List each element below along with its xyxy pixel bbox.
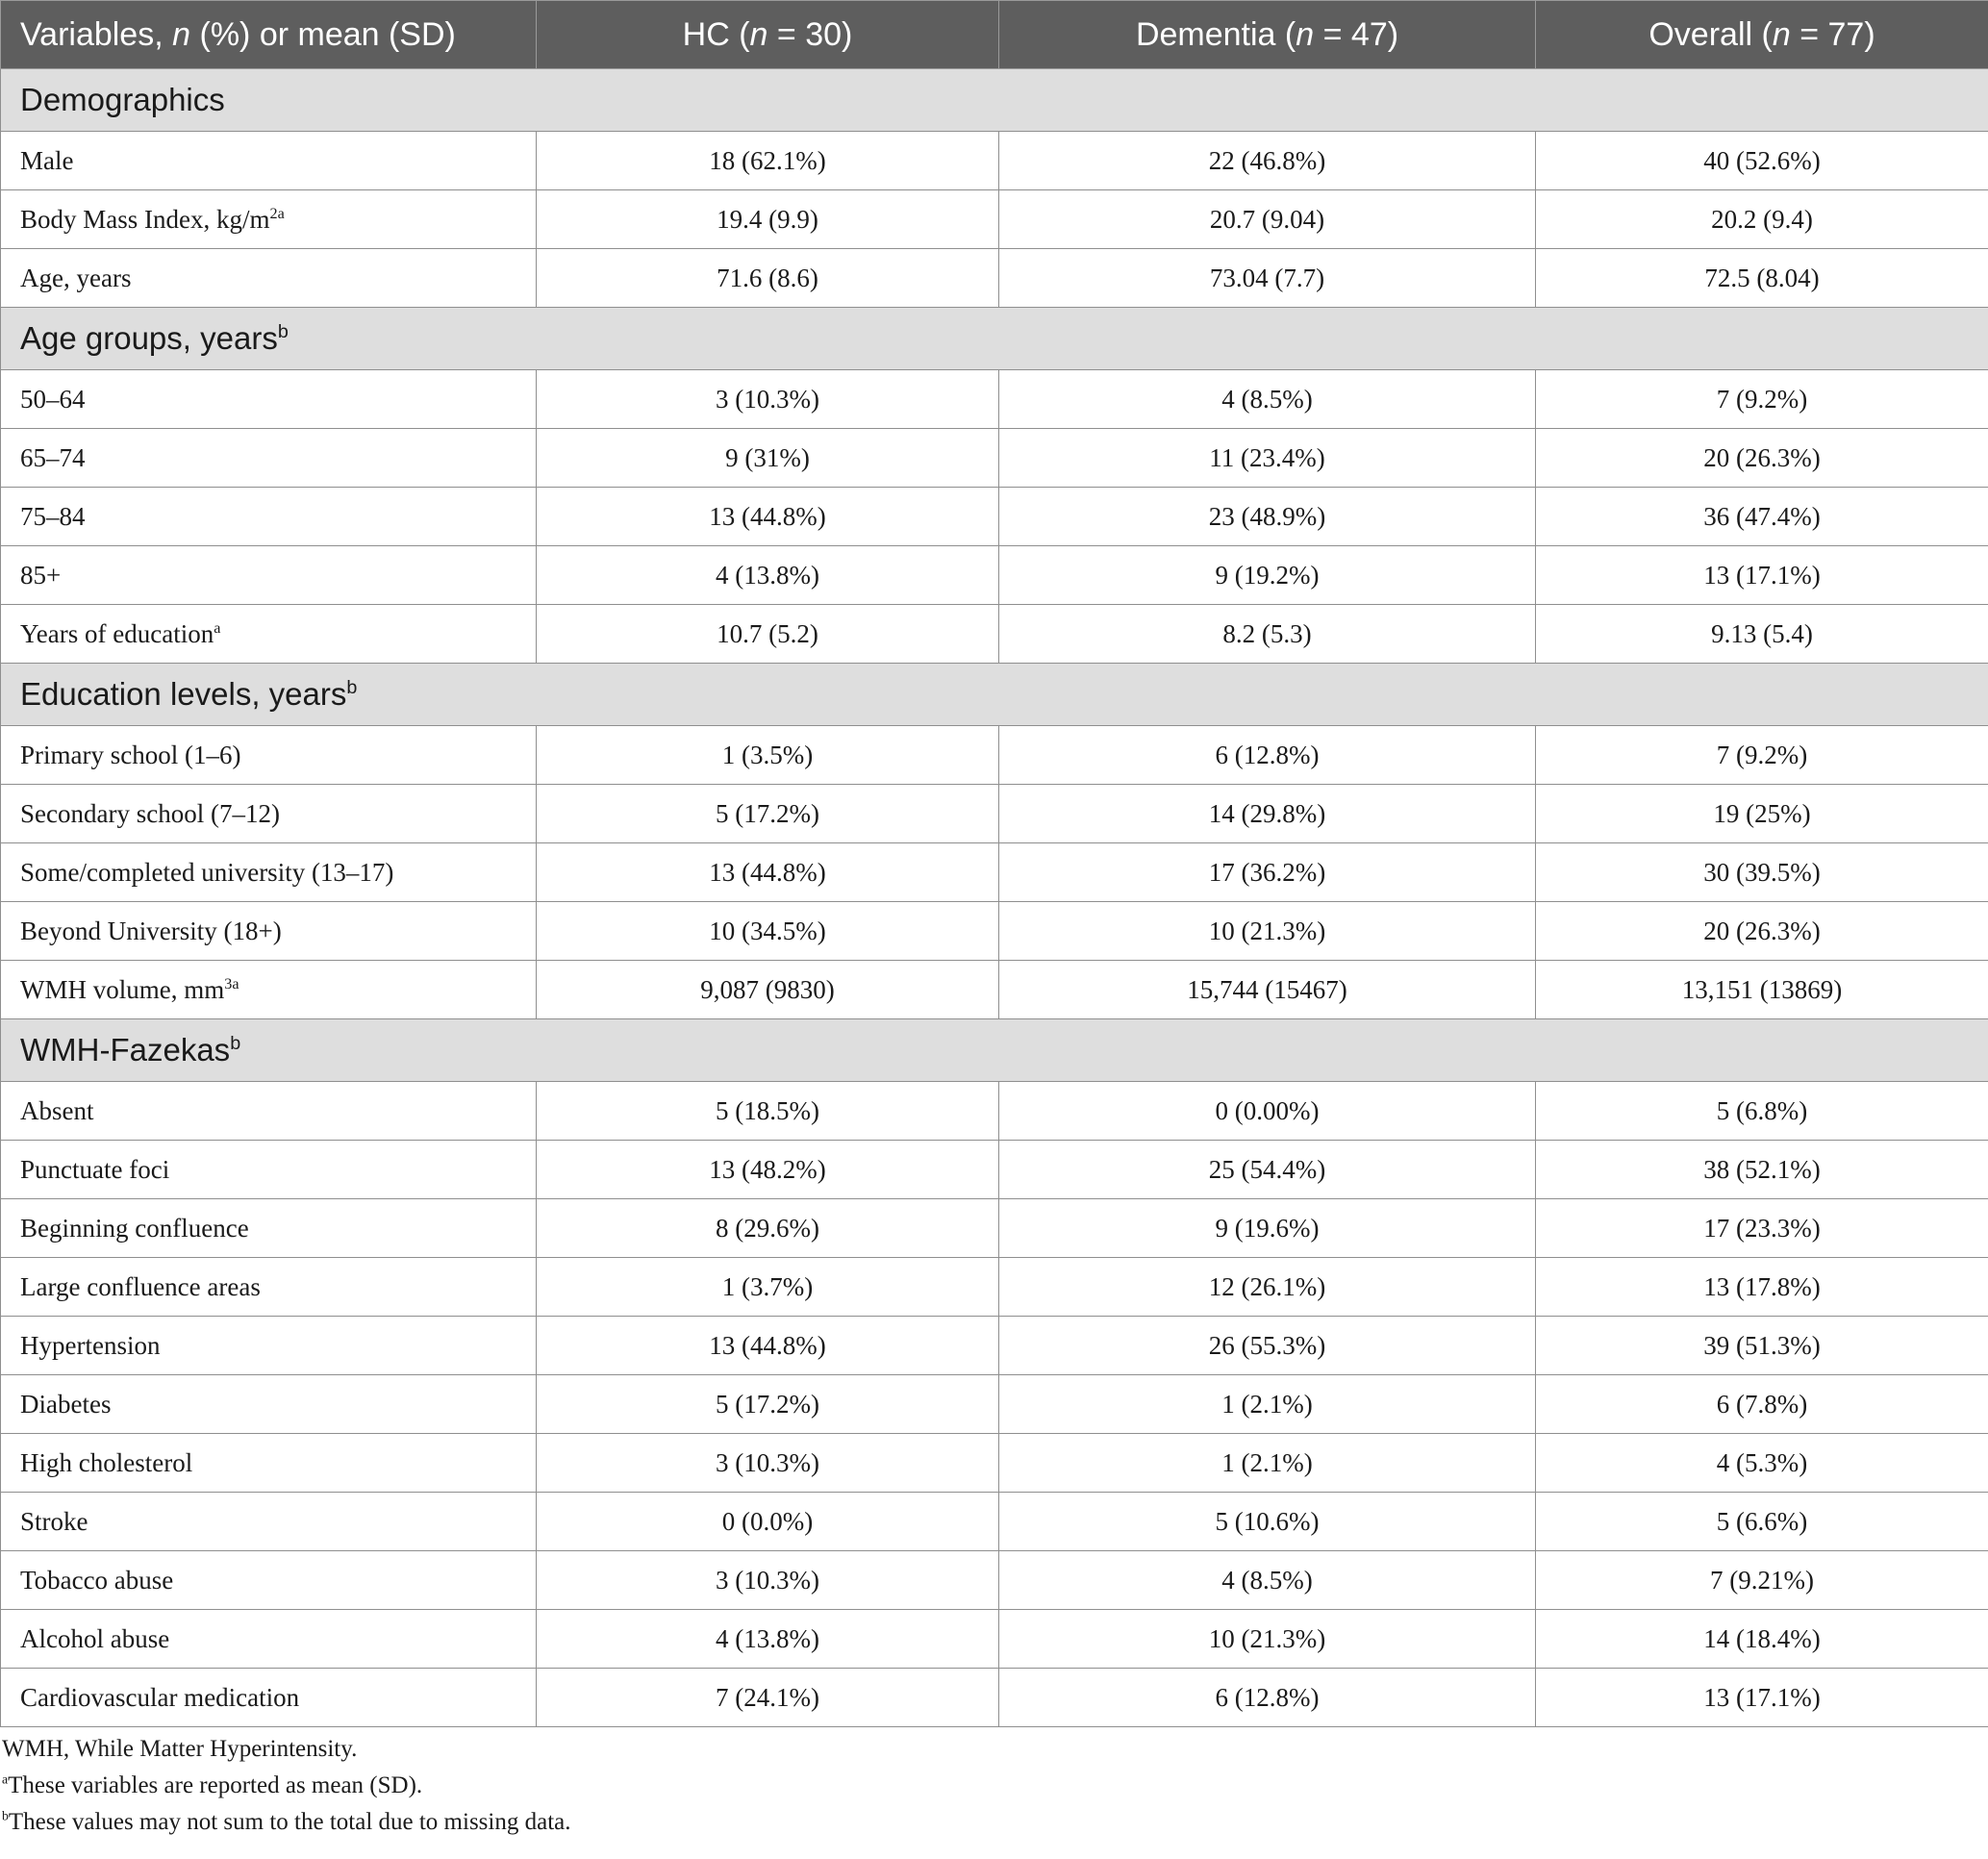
cell-dementia: 12 (26.1%)	[999, 1258, 1536, 1317]
footnote	[2, 1731, 1988, 1768]
header-hc-suffix: = 30)	[768, 15, 853, 53]
row-label	[1, 132, 537, 190]
cell-hc: 8 (29.6%)	[537, 1199, 999, 1258]
cell-dementia: 20.7 (9.04)	[999, 190, 1536, 249]
table-row	[1, 488, 1988, 546]
footnote	[2, 1804, 1988, 1841]
cell-dementia: 1 (2.1%)	[999, 1434, 1536, 1493]
table-row	[1, 1551, 1988, 1610]
cell-hc: 5 (17.2%)	[537, 785, 999, 843]
table-row	[1, 1669, 1988, 1727]
cell-overall: 9.13 (5.4)	[1536, 605, 1988, 664]
table-row	[1, 190, 1988, 249]
header-hc-text: HC (	[682, 15, 750, 53]
cell-hc: 13 (44.8%)	[537, 1317, 999, 1375]
row-label-text: 75–84	[20, 501, 86, 531]
cell-overall: 19 (25%)	[1536, 785, 1988, 843]
section-title	[1, 664, 1988, 726]
cell-dementia: 9 (19.2%)	[999, 546, 1536, 605]
row-label	[1, 429, 537, 488]
table-row	[1, 1141, 1988, 1199]
row-label	[1, 370, 537, 429]
table-row	[1, 726, 1988, 785]
cell-dementia: 11 (23.4%)	[999, 429, 1536, 488]
cell-dementia: 15,744 (15467)	[999, 961, 1536, 1019]
cell-dementia: 26 (55.3%)	[999, 1317, 1536, 1375]
row-label-text: 50–64	[20, 384, 86, 414]
row-label	[1, 843, 537, 902]
cell-overall: 36 (47.4%)	[1536, 488, 1988, 546]
cell-overall: 39 (51.3%)	[1536, 1317, 1988, 1375]
row-label-superscript: a	[214, 618, 221, 637]
row-label-text: Cardiovascular medication	[20, 1682, 300, 1712]
cell-dementia: 0 (0.00%)	[999, 1082, 1536, 1141]
row-label	[1, 1551, 537, 1610]
cell-overall: 7 (9.21%)	[1536, 1551, 1988, 1610]
row-label	[1, 1082, 537, 1141]
table-row	[1, 1610, 1988, 1669]
row-label-text: Absent	[20, 1095, 94, 1125]
header-variables-n: n	[172, 15, 191, 53]
row-label-text: Beginning confluence	[20, 1213, 249, 1243]
cell-overall: 14 (18.4%)	[1536, 1610, 1988, 1669]
cell-hc: 9 (31%)	[537, 429, 999, 488]
cell-hc: 10.7 (5.2)	[537, 605, 999, 664]
cell-hc: 0 (0.0%)	[537, 1493, 999, 1551]
cell-dementia: 25 (54.4%)	[999, 1141, 1536, 1199]
cell-overall: 38 (52.1%)	[1536, 1141, 1988, 1199]
cell-dementia: 1 (2.1%)	[999, 1375, 1536, 1434]
row-label-text: Secondary school (7–12)	[20, 798, 280, 828]
table-body	[1, 69, 1988, 1727]
row-label-text: 85+	[20, 560, 62, 590]
cell-hc: 5 (17.2%)	[537, 1375, 999, 1434]
cell-hc: 13 (44.8%)	[537, 843, 999, 902]
header-hc-n: n	[749, 15, 768, 53]
row-label-text: Age, years	[20, 263, 132, 292]
table-row	[1, 1434, 1988, 1493]
cell-overall: 13,151 (13869)	[1536, 961, 1988, 1019]
cell-overall: 30 (39.5%)	[1536, 843, 1988, 902]
footnote	[2, 1768, 1988, 1804]
section-title-text: Education levels, years	[20, 676, 347, 712]
row-label-text: WMH volume, mm	[20, 974, 225, 1004]
row-label	[1, 902, 537, 961]
cell-dementia: 23 (48.9%)	[999, 488, 1536, 546]
table-row	[1, 785, 1988, 843]
cell-hc: 7 (24.1%)	[537, 1669, 999, 1727]
cell-overall: 20 (26.3%)	[1536, 902, 1988, 961]
cell-overall: 7 (9.2%)	[1536, 370, 1988, 429]
cell-dementia: 17 (36.2%)	[999, 843, 1536, 902]
cell-overall: 5 (6.6%)	[1536, 1493, 1988, 1551]
row-label-text: Stroke	[20, 1506, 88, 1536]
row-label-superscript: 2a	[269, 204, 285, 222]
section-title-text: WMH-Fazekas	[20, 1032, 231, 1068]
table-row	[1, 132, 1988, 190]
section-footnote-marker: b	[346, 677, 358, 698]
row-label	[1, 249, 537, 308]
cell-dementia: 14 (29.8%)	[999, 785, 1536, 843]
cell-hc: 18 (62.1%)	[537, 132, 999, 190]
header-overall	[1536, 1, 1988, 69]
row-label	[1, 1141, 537, 1199]
row-label	[1, 605, 537, 664]
table-row	[1, 249, 1988, 308]
row-label	[1, 546, 537, 605]
row-label	[1, 785, 537, 843]
cell-dementia: 9 (19.6%)	[999, 1199, 1536, 1258]
cell-overall: 20.2 (9.4)	[1536, 190, 1988, 249]
row-label	[1, 1669, 537, 1727]
table-row	[1, 1375, 1988, 1434]
cell-hc: 1 (3.5%)	[537, 726, 999, 785]
header-dementia-suffix: = 47)	[1314, 15, 1399, 53]
header-overall-suffix: = 77)	[1790, 15, 1875, 53]
row-label	[1, 1199, 537, 1258]
row-label	[1, 1258, 537, 1317]
cell-overall: 5 (6.8%)	[1536, 1082, 1988, 1141]
table-header	[1, 1, 1988, 69]
row-label-text: Male	[20, 145, 74, 175]
row-label	[1, 1610, 537, 1669]
cell-hc: 9,087 (9830)	[537, 961, 999, 1019]
row-label-text: High cholesterol	[20, 1447, 193, 1477]
section-footnote-marker: b	[277, 321, 289, 342]
cell-dementia: 4 (8.5%)	[999, 1551, 1536, 1610]
row-label	[1, 961, 537, 1019]
cell-hc: 1 (3.7%)	[537, 1258, 999, 1317]
cell-hc: 3 (10.3%)	[537, 1434, 999, 1493]
table-row	[1, 1493, 1988, 1551]
cell-overall: 13 (17.8%)	[1536, 1258, 1988, 1317]
row-label-text: Years of education	[20, 618, 214, 648]
header-row	[1, 1, 1988, 69]
cell-hc: 3 (10.3%)	[537, 370, 999, 429]
cell-hc: 13 (48.2%)	[537, 1141, 999, 1199]
cell-hc: 4 (13.8%)	[537, 546, 999, 605]
cell-hc: 10 (34.5%)	[537, 902, 999, 961]
cell-hc: 71.6 (8.6)	[537, 249, 999, 308]
cell-overall: 20 (26.3%)	[1536, 429, 1988, 488]
table-row	[1, 1317, 1988, 1375]
table-row	[1, 605, 1988, 664]
cell-dementia: 10 (21.3%)	[999, 1610, 1536, 1669]
section-title	[1, 69, 1988, 132]
cell-dementia: 10 (21.3%)	[999, 902, 1536, 961]
header-dementia	[999, 1, 1536, 69]
cell-dementia: 8.2 (5.3)	[999, 605, 1536, 664]
cell-hc: 4 (13.8%)	[537, 1610, 999, 1669]
row-label-text: Body Mass Index, kg/m	[20, 204, 270, 234]
row-label-text: Primary school (1–6)	[20, 740, 241, 769]
row-label-text: Some/completed university (13–17)	[20, 857, 394, 887]
row-label-superscript: 3a	[224, 974, 239, 992]
section-title	[1, 308, 1988, 370]
header-variables	[1, 1, 537, 69]
cell-overall: 4 (5.3%)	[1536, 1434, 1988, 1493]
cell-dementia: 5 (10.6%)	[999, 1493, 1536, 1551]
cell-overall: 13 (17.1%)	[1536, 546, 1988, 605]
row-label-text: Hypertension	[20, 1330, 161, 1360]
section-title	[1, 1019, 1988, 1082]
row-label-text: 65–74	[20, 442, 86, 472]
header-overall-n: n	[1772, 15, 1791, 53]
header-hc	[537, 1, 999, 69]
table-row	[1, 370, 1988, 429]
row-label-text: Tobacco abuse	[20, 1565, 174, 1595]
table-row	[1, 1258, 1988, 1317]
section-title-text: Age groups, years	[20, 320, 278, 356]
cell-overall: 40 (52.6%)	[1536, 132, 1988, 190]
section-footnote-marker: b	[230, 1033, 241, 1054]
table-row	[1, 961, 1988, 1019]
row-label	[1, 488, 537, 546]
table-footnotes	[0, 1731, 1988, 1841]
header-overall-text: Overall (	[1648, 15, 1773, 53]
cell-dementia: 6 (12.8%)	[999, 1669, 1536, 1727]
row-label-text: Beyond University (18+)	[20, 916, 282, 945]
row-label	[1, 1317, 537, 1375]
section-row	[1, 664, 1988, 726]
cell-overall: 13 (17.1%)	[1536, 1669, 1988, 1727]
table-row	[1, 902, 1988, 961]
table-row	[1, 429, 1988, 488]
section-row	[1, 69, 1988, 132]
cell-hc: 3 (10.3%)	[537, 1551, 999, 1610]
cell-overall: 7 (9.2%)	[1536, 726, 1988, 785]
cell-dementia: 6 (12.8%)	[999, 726, 1536, 785]
row-label-text: Diabetes	[20, 1389, 112, 1419]
row-label-text: Alcohol abuse	[20, 1623, 170, 1653]
table-row	[1, 1199, 1988, 1258]
cell-hc: 19.4 (9.9)	[537, 190, 999, 249]
table-row	[1, 1082, 1988, 1141]
cell-overall: 17 (23.3%)	[1536, 1199, 1988, 1258]
header-variables-suffix: (%) or mean (SD)	[190, 15, 456, 53]
footnote-marker: b	[2, 1808, 9, 1823]
cell-hc: 13 (44.8%)	[537, 488, 999, 546]
footnote-text: These variables are reported as mean (SD).	[8, 1772, 423, 1798]
table-row	[1, 546, 1988, 605]
section-row	[1, 1019, 1988, 1082]
row-label-text: Large confluence areas	[20, 1271, 261, 1301]
header-dementia-text: Dementia (	[1135, 15, 1296, 53]
cell-dementia: 73.04 (7.7)	[999, 249, 1536, 308]
section-row	[1, 308, 1988, 370]
header-dementia-n: n	[1296, 15, 1315, 53]
cell-overall: 72.5 (8.04)	[1536, 249, 1988, 308]
cell-hc: 5 (18.5%)	[537, 1082, 999, 1141]
row-label	[1, 1493, 537, 1551]
row-label	[1, 1375, 537, 1434]
footnote-text: WMH, While Matter Hyperintensity.	[2, 1736, 358, 1762]
footnote-text: These values may not sum to the total due to missing data.	[8, 1809, 571, 1835]
section-title-text: Demographics	[20, 82, 225, 117]
row-label	[1, 726, 537, 785]
header-variables-text: Variables,	[20, 15, 173, 53]
row-label	[1, 190, 537, 249]
footnote-marker: a	[2, 1771, 9, 1787]
cell-dementia: 4 (8.5%)	[999, 370, 1536, 429]
row-label	[1, 1434, 537, 1493]
row-label-text: Punctuate foci	[20, 1154, 170, 1184]
cell-overall: 6 (7.8%)	[1536, 1375, 1988, 1434]
table-row	[1, 843, 1988, 902]
cell-dementia: 22 (46.8%)	[999, 132, 1536, 190]
